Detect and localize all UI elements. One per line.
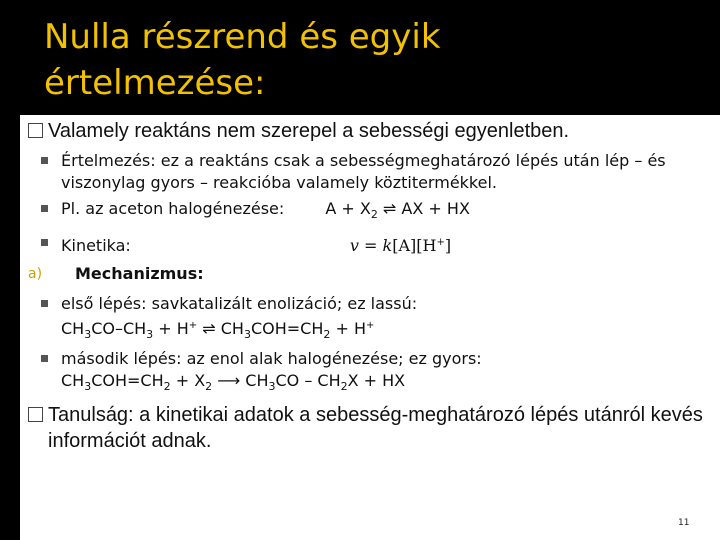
- mechanism-label: Mechanizmus:: [75, 264, 204, 283]
- step-1-equation: $CH_3CO-CH_3 + H^+$ ⇌ $CH_3COH=CH_2 + H^+$: [61, 319, 375, 341]
- mechanism-marker: a): [28, 266, 43, 282]
- bullet-mechanism: [28, 263, 718, 285]
- step-1-text: első lépés: savkatalizált enolizáció; ez lassú:: [61, 294, 418, 313]
- step-2-text: második lépés: az enol alak halogénezése; ez gyors:: [61, 349, 482, 368]
- bullet-kinetics: [28, 232, 718, 257]
- bullet-main-2: [28, 402, 718, 454]
- checkbox-bullet-icon: [28, 123, 43, 138]
- step-2-equation: $CH_3COH=CH_2 + X_2$ ⟶ $CH_3CO - CH_2X$ + HX: [61, 371, 406, 393]
- square-bullet-icon: [41, 157, 48, 164]
- slide-title: [44, 14, 704, 106]
- square-bullet-icon: [41, 355, 48, 362]
- rate-equation: v = k[A][H+]: [349, 236, 452, 255]
- bullet-interpretation: [28, 150, 718, 194]
- kinetics-label: Kinetika:: [61, 236, 131, 255]
- bullet-example: [28, 198, 718, 226]
- checkbox-bullet-icon: [28, 407, 43, 422]
- bullet-main-2-text: Tanulság: a kinetikai adatok a sebesség-meghatározó lépés utánról kevés információt adnak.: [48, 404, 703, 452]
- slide-content: [28, 118, 718, 454]
- bullet-step-2: [28, 348, 718, 398]
- example-label: Pl. az aceton halogénezése:: [61, 199, 285, 218]
- title-line-1: Nulla részrend és egyik: [44, 17, 441, 57]
- square-bullet-icon: [41, 205, 48, 212]
- page-number: 11: [678, 518, 690, 528]
- bullet-main-1-text: Valamely reaktáns nem szerepel a sebességi egyenletben.: [48, 120, 570, 142]
- interpretation-text: Értelmezés: ez a reaktáns csak a sebességmeghatározó lépés után lép – és viszonylag gyors – reakcióba valamely köztitermékkel.: [61, 151, 666, 192]
- bullet-step-1: [28, 293, 718, 346]
- title-line-2: értelmezése:: [44, 63, 266, 103]
- square-bullet-icon: [41, 239, 48, 246]
- example-equation: $A + X_2$ ⇌ AX + HX: [325, 199, 470, 221]
- bullet-main-1: [28, 118, 718, 144]
- square-bullet-icon: [41, 300, 48, 307]
